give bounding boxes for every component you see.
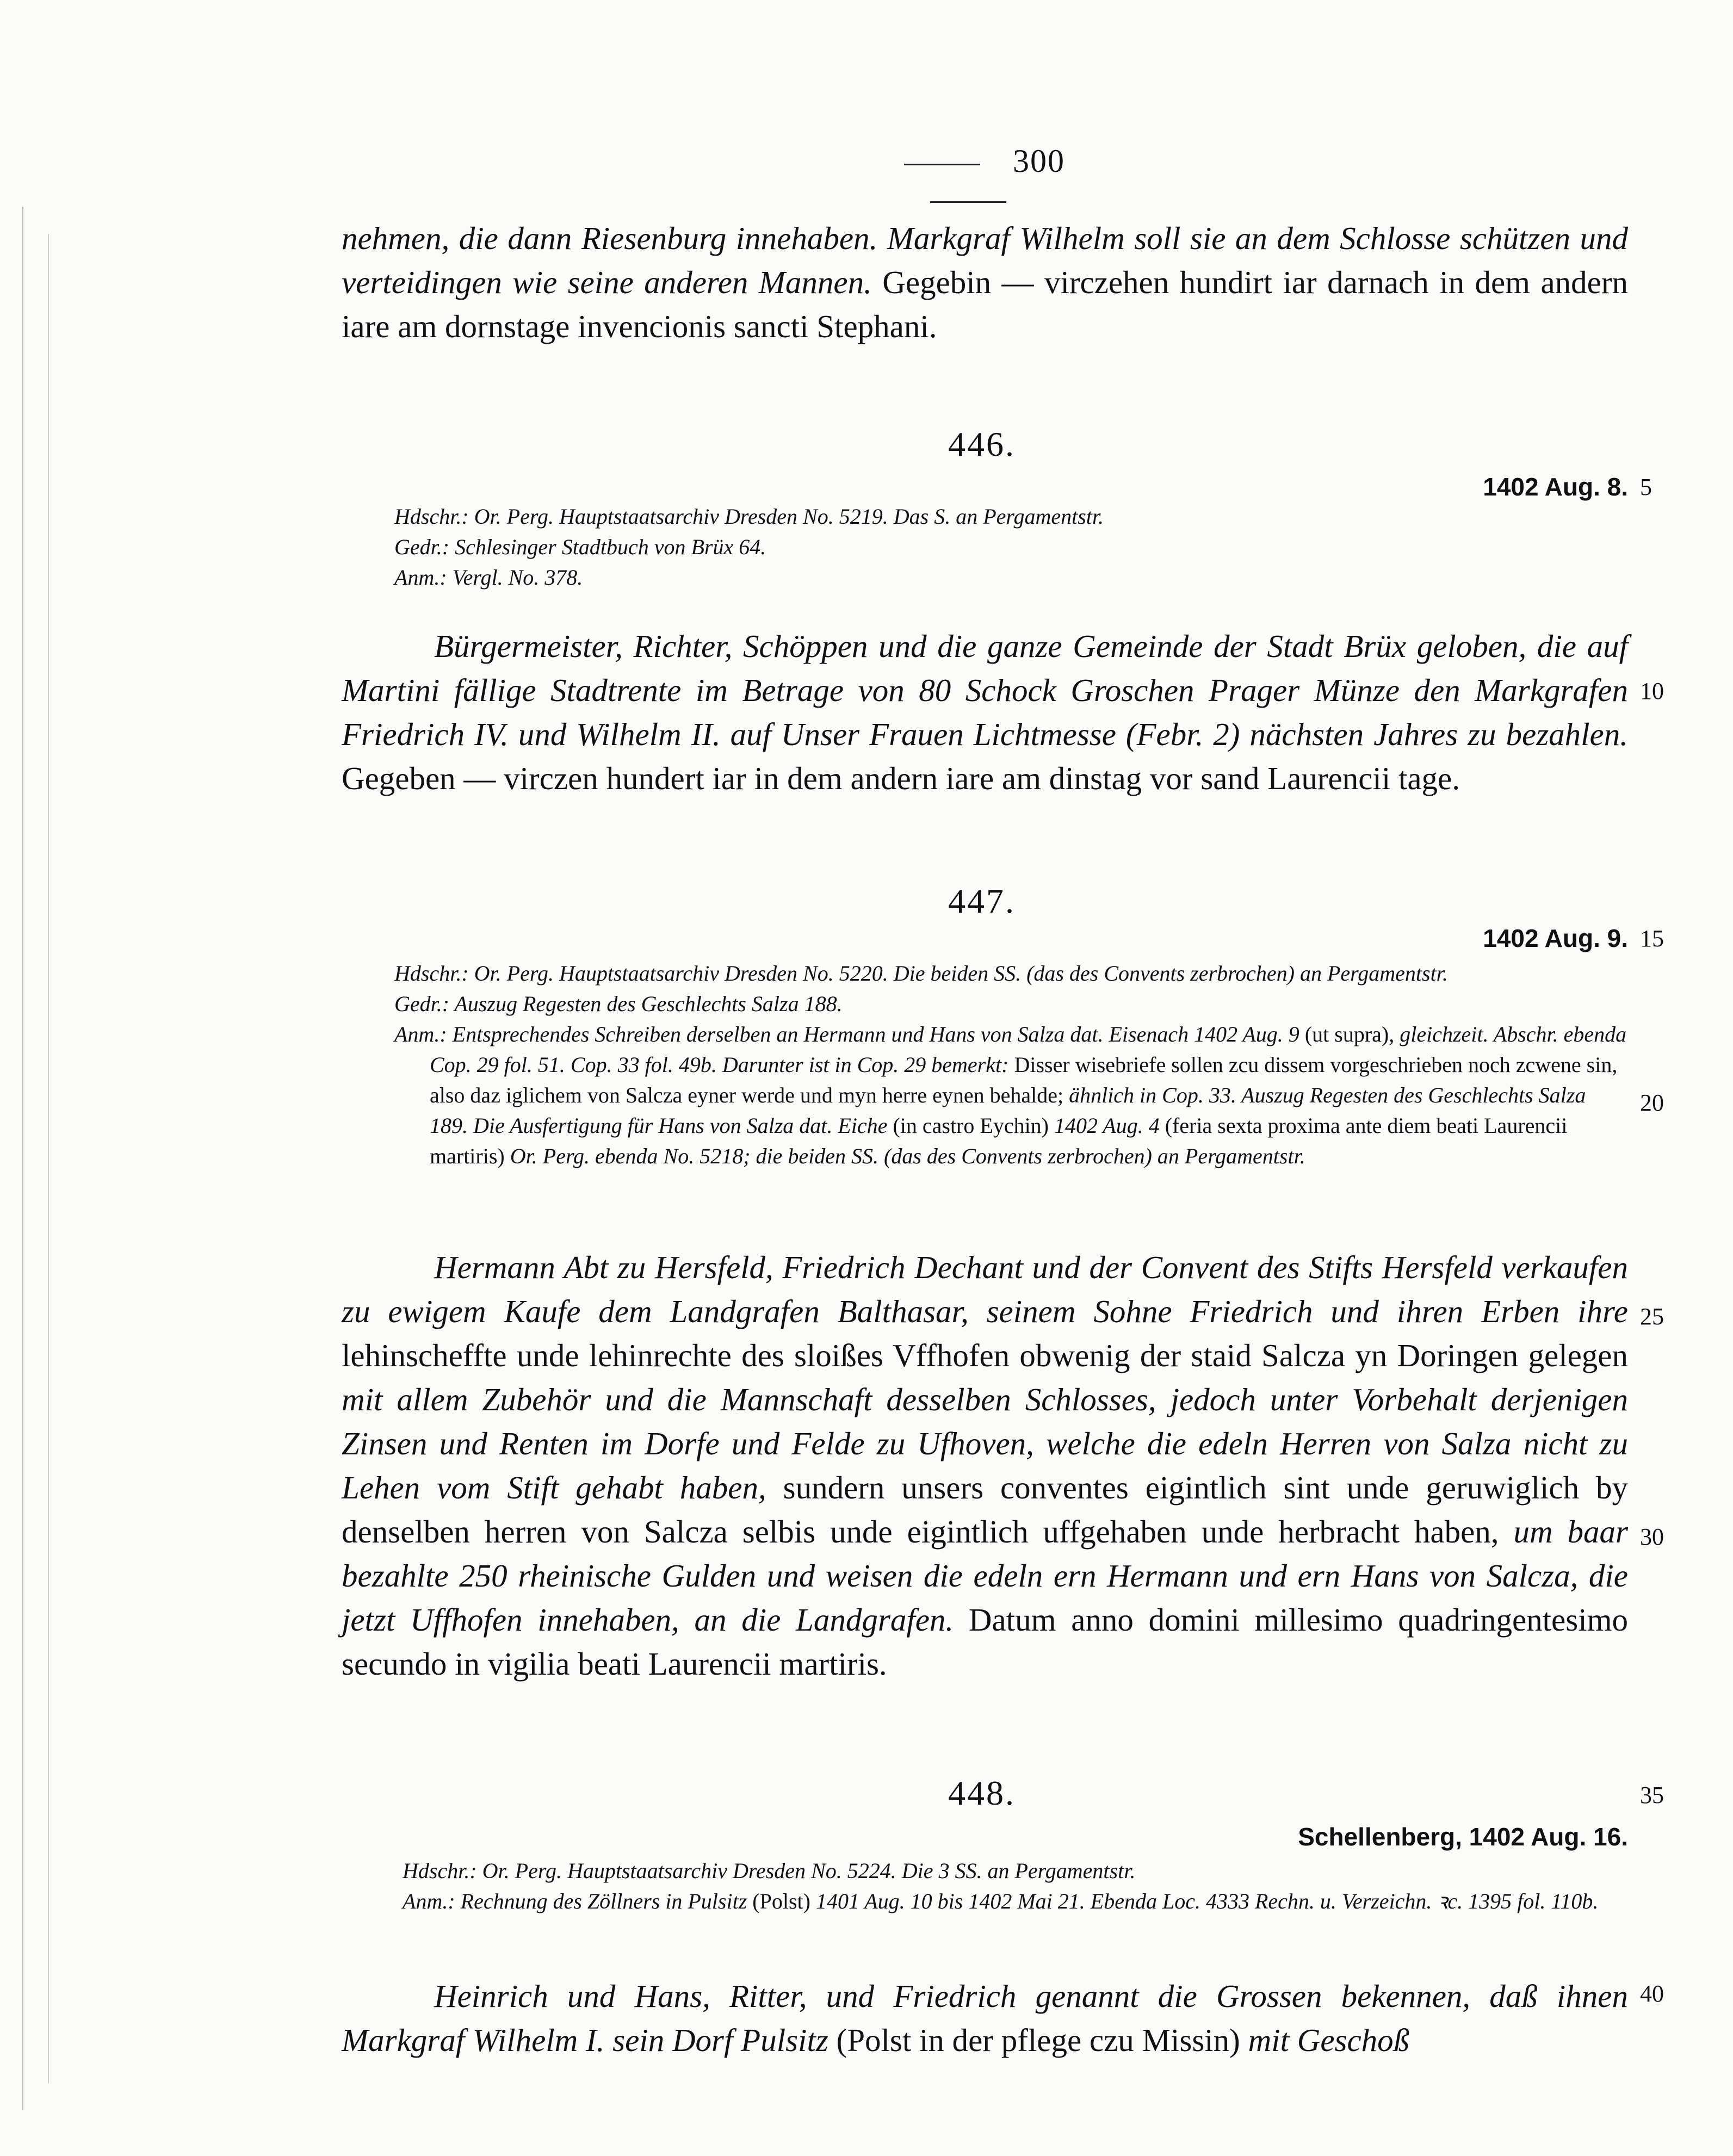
line-number: 25 <box>1640 1303 1664 1330</box>
entry-number: 447. <box>948 882 1016 920</box>
original-text: Gegeben — virczen hundert iar in dem andern iare am dinstag vor sand Laurencii tage. <box>342 760 1460 796</box>
line-number: 30 <box>1640 1523 1664 1550</box>
entry-notes <box>394 501 1591 593</box>
line-number: 35 <box>1640 1782 1664 1808</box>
regest-text: Bürgermeister, Richter, Schöppen und die ganze Gemeinde der Stadt Brüx geloben, die auf Martini fällige Stadtrente im Betrage von 80 Schock Groschen Prager Münze den Markgrafen Friedrich IV. und Wilhelm II. auf Unser Frauen Lichtmesse (Febr. 2) nächsten Jahres zu bezahlen. <box>342 628 1628 752</box>
note-anm: Anm.: Vergl. No. 378. <box>394 565 583 590</box>
line-number: 5 <box>1640 474 1652 500</box>
header-rule-left <box>904 164 980 165</box>
page-header <box>827 143 1110 218</box>
scan-edge-shadow <box>48 234 49 2083</box>
entry-number: 448. <box>948 1774 1016 1812</box>
entry-notes <box>403 1856 1632 1917</box>
note-gedr: Gedr.: Auszug Regesten des Geschlechts Salza 188. <box>394 992 843 1016</box>
entry-text: Hermann Abt zu Hersfeld, Friedrich Dechant und der Convent des Stifts Hersfeld verkaufen zu ewigem Kaufe dem Landgrafen Balthasar, seinem Sohne Friedrich und ihren Erben ihre lehinscheffte unde lehinrechte des sloißes Vffhofen obwenig der staid Salcza yn Doringen gelegen mit allem Zubehör und die Mannschaft desselben Schlosses, jedoch unter Vorbehalt derjenigen Zinsen und Renten im Dorfe und Felde zu Ufhoven, welche die edeln Herren von Salza nicht zu Lehen vom Stift gehabt haben, sundern unsers conventes eigintlich sint unde geruwiglich by denselben herren von Salcza selbis unde eigintlich uffgehaben unde herbracht haben, um baar bezahlte 250 rheinische Gulden und weisen die edeln ern Hermann und ern Hans von Salcza, die jetzt Uffhofen innehaben, an die Landgrafen. Datum anno domini millesimo quadringentesimo secundo in vigilia beati Laurencii martiris. <box>342 1249 1628 1682</box>
entry-number: 446. <box>948 425 1016 463</box>
note-gedr: Gedr.: Schlesinger Stadtbuch von Brüx 64. <box>394 535 766 559</box>
entry-date: Schellenberg, 1402 Aug. 16. <box>1298 1823 1628 1851</box>
line-number: 15 <box>1640 925 1664 952</box>
original-text: Gegebin — virczehen hundirt iar darnach in dem andern iare am dornstage invencionis sancti Stephani. <box>342 264 1628 344</box>
regest-text: nehmen, die dann Riesenburg innehaben. Markgraf Wilhelm soll sie an dem Schlosse schützen und verteidingen wie seine anderen Mannen. <box>342 220 1628 300</box>
page-number: 300 <box>1013 143 1065 179</box>
entry-text: Heinrich und Hans, Ritter, und Friedrich genannt die Grossen bekennen, daß ihnen Markgraf Wilhelm I. sein Dorf Pulsitz (Polst in der pflege czu Missin) mit Geschoß <box>342 1978 1628 2058</box>
note-hdschr: Hdschr.: Or. Perg. Hauptstaatsarchiv Dresden No. 5224. Die 3 SS. an Pergamentstr. <box>403 1858 1136 1883</box>
entry-date: 1402 Aug. 9. <box>1483 924 1628 952</box>
note-hdschr: Hdschr.: Or. Perg. Hauptstaatsarchiv Dresden No. 5219. Das S. an Pergamentstr. <box>394 504 1104 529</box>
note-anm: Anm.: Entsprechendes Schreiben derselben an Hermann und Hans von Salza dat. Eisenach 1402 Aug. 9 (ut supra), gleichzeit. Abschr. ebenda Cop. 29 fol. 51. Cop. 33 fol. 49b. Darunter ist in Cop. 29 bemerkt: Disser wisebriefe sollen zcu dissem vorgeschrieben noch zcwene sin, also daz iglichem von Salcza eyner werde und myn herre eynen behalde; ähnlich in Cop. 33. Auszug Regesten des Geschlechts Salza 189. Die Ausfertigung für Hans von Salza dat. Eiche (in castro Eychin) 1402 Aug. 4 (feria sexta proxima ante diem beati Laurencii martiris) Or. Perg. ebenda No. 5218; die beiden SS. (das des Convents zerbrochen) an Pergamentstr. <box>394 1022 1627 1168</box>
note-anm: Anm.: Rechnung des Zöllners in Pulsitz (Polst) 1401 Aug. 10 bis 1402 Mai 21. Ebenda Loc. 4333 Rechn. u. Verzeichn. ꝛc. 1395 fol. 110b. <box>403 1889 1599 1913</box>
continuation-paragraph <box>342 216 1628 349</box>
entry-notes <box>394 958 1629 1172</box>
note-hdschr: Hdschr.: Or. Perg. Hauptstaatsarchiv Dresden No. 5220. Die beiden SS. (das des Convents zerbrochen) an Pergamentstr. <box>394 961 1448 986</box>
line-number: 40 <box>1640 1980 1664 2007</box>
header-rule-right <box>930 201 1006 203</box>
line-number: 10 <box>1640 678 1664 704</box>
entry-text <box>342 624 1628 801</box>
entry-date: 1402 Aug. 8. <box>1483 473 1628 501</box>
line-number: 20 <box>1640 1089 1664 1116</box>
scan-edge-shadow <box>22 207 23 2110</box>
